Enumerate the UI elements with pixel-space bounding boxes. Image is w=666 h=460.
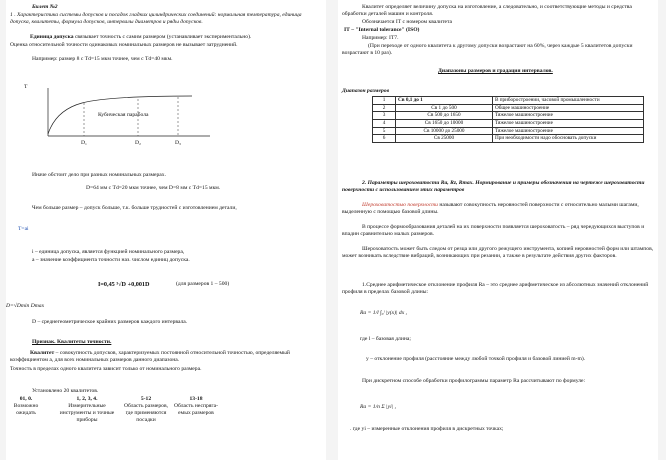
kvalitet-count: Установлено 20 квалитетов. [32, 388, 99, 394]
it-notation: Обозначается IT с номером квалитета [362, 19, 453, 25]
formula-d: D=√Dmin Dmax [6, 303, 45, 309]
table-cell: Св 0,1 до 1 [396, 97, 493, 105]
formula-t: T=ai [18, 226, 29, 232]
table-cell: В приборостроении, часовой промышленности [493, 97, 644, 105]
table-cell: Св 10000 до 25000 [396, 127, 493, 135]
right-page [338, 0, 658, 460]
table-row [373, 104, 644, 112]
d-definition: D – среднегеометрическое крайних размеров каждого интервала. [32, 319, 188, 325]
roughness-term: Шероховатостью поверхности [362, 202, 438, 208]
unit-definition [10, 34, 322, 41]
table-cell: Тяжелое машиностроение [493, 119, 644, 127]
kvalitet-desc: Область неспряга-емых размеров [174, 402, 218, 416]
ranges-heading: Диапазоны размеров и градация интервалов. [438, 68, 553, 74]
formula-ra: Ra = 1/l ∫₀ˡ |y(x)| dx , [360, 310, 407, 316]
roughness-def: называют совокупность неровностей поверхности с относительно малыми шагами, выделенную с помощью базовой длины. [342, 202, 639, 216]
table-cell: Св 1 до 500 [396, 104, 493, 112]
tolerance-increase: (При переходе от одного квалитета к другому допуски возрастают на 60%, через каждые 5 квалитетов допуски возрастают в 10 раз). [342, 43, 633, 57]
ticket-title: Билет №2 [32, 4, 58, 10]
it-example: Например: IT7. [362, 35, 399, 41]
roughness-definition [342, 202, 654, 216]
kvalitet-note: Точность в пределах одного квалитета зависит только от номинального размера. [10, 366, 202, 372]
chart-y-label: T [24, 84, 28, 90]
table-cell: Тяжелое машиностроение [493, 112, 644, 120]
table-cell: 6 [373, 135, 396, 143]
chart-x-label-3: D₃ [175, 140, 181, 146]
kvalitet-heading: Признак. Квалитеты точности. [32, 339, 112, 345]
example-1: Например: размер 8 с Td=15 мкм точнее, чем с Td=40 мкм. [32, 56, 173, 62]
kvalitet-range: 01, 0. [19, 396, 33, 402]
table-cell: 2 [373, 104, 396, 112]
l-definition: где l – базовая длина; [360, 336, 411, 342]
table-cell: Св 500 до 1650 [396, 112, 493, 120]
table-row [373, 97, 644, 105]
table-cell: 5 [373, 127, 396, 135]
question-2: 2. Параметры шероховатости Ra, Rz, Rmax. Нормирование и примеры обозначения на чертеже шероховатости поверхности с использованием этих параметров [342, 180, 645, 194]
ranges-table [372, 96, 644, 143]
kvalitet-desc: Измерительные инструменты и точные приборы [59, 402, 115, 423]
y-definition: у – отклонение профиля (расстояние между любой точкой профиля и базовой линией m-m). [366, 356, 586, 362]
table-row [373, 119, 644, 127]
left-page [6, 0, 326, 460]
kvalitet-def: – совокупность допусков, характеризуемых постоянной относительной точностью, определяемый коэффициентом a, для всех номинальных размеров данного диапазона. [10, 350, 290, 364]
kvalitet-column-4 [174, 396, 218, 417]
table-cell: Тяжелое машиностроение [493, 127, 644, 135]
kvalitet-desc: Область размеров, где применяются посадки [124, 402, 168, 423]
kvalitet-column-3 [120, 396, 172, 424]
roughness-causes: Шероховатость может быть следом от резца или другого режущего инструмента, копией неровностей форм или штампов, может возникать вследствие вибраций, возникающих при резании, а также в результате действия других факторов. [342, 246, 654, 260]
formula-i-range: (для размеров 1 – 500) [176, 281, 230, 287]
kvalitet-range: 5-12 [140, 396, 152, 402]
yi-definition: . где yi – измеренные отклонения профиля в дискретных точках; [350, 426, 504, 432]
unit-term: Единица допуска [30, 34, 74, 40]
table-cell: 1 [373, 97, 396, 105]
table-cell: 4 [373, 119, 396, 127]
table-cell: Св 25000 [396, 135, 493, 143]
table-cell: 3 [373, 112, 396, 120]
table-cell: Общее машиностроение [493, 104, 644, 112]
formula-ra-discrete: Ra = 1/n Σ |yi| , [360, 404, 396, 410]
kvalitet-term: Квалитет [30, 350, 55, 356]
question-1: 1 . Характеристика системы допусков и посадок гладких цилиндрических соединений: нормальная температура, единица допуска, квалитеты, формула допусков, интервалы диаметров и ряды допусков. [10, 12, 302, 26]
kvalitet-intro: Квалитет определяет величину допуска на изготовление, а следовательно, и соответствующие методы и средства обработки деталей машин и контроля. [342, 4, 632, 18]
it-line: IT – "Internal tolerance" (ISO) [344, 27, 420, 33]
table-cell: При необходимости надо обосновать допуски [493, 135, 644, 143]
kvalitet-definition [10, 350, 322, 364]
ra-definition: 1.Среднее арифметическое отклонение профиля Ra – это среднее арифметическое из абсолютных значений отклонений профиля в пределах базовой длины: [342, 282, 649, 296]
table-row [373, 112, 644, 120]
table-row [373, 135, 644, 143]
chart-x-label-2: D₂ [135, 140, 141, 146]
bigger-size: Чем больше размер – допуск больше, т.к. больше трудностей с изготовлением детали, [32, 205, 237, 211]
roughness-process: В процессе формообразования деталей на их поверхности появляется шероховатость – ряд чередующихся выступов и впадин сравнительно малых размеров. [342, 224, 645, 238]
chart-curve-label: Кубическая парабола [98, 112, 149, 118]
kvalitet-column-1 [6, 396, 46, 417]
formula-i: I=0,45 ³√D +0,001D [98, 281, 150, 288]
table-cell: Св 1650 до 10000 [396, 119, 493, 127]
kvalitet-range: 1, 2, 3, 4. [76, 396, 98, 402]
kvalitet-column-2 [56, 396, 118, 424]
i-definition: i – единица допуска, является функцией номинального размера, [32, 249, 185, 255]
chart-x-label-1: D₁ [81, 140, 87, 146]
unit-note: Оценка относительной точности одинаковых номинальных размеров не вызывает затруднений. [10, 42, 238, 48]
a-definition: a – значение коэффициента точности наз. числом единиц допуска. [32, 257, 190, 263]
table-row [373, 127, 644, 135]
kvalitet-range: 13-18 [189, 396, 203, 402]
example-2: D=64 мм с Td=20 мкм точнее, чем D=8 мм с Td=15 мкм. [86, 185, 221, 191]
discrete-method: При дискретном способе обработки профилограммы параметр Ra рассчитывают по формуле: [362, 378, 586, 384]
ranges-table-title: Диапазон размеров [342, 88, 390, 94]
other-sizes: Иначе обстоит дело при разных номинальных размерах. [32, 172, 166, 178]
unit-def: связывает точность с самим размером (устанавливает экспериментально). [73, 34, 252, 40]
kvalitet-desc: Возможно ожидать [13, 402, 39, 416]
